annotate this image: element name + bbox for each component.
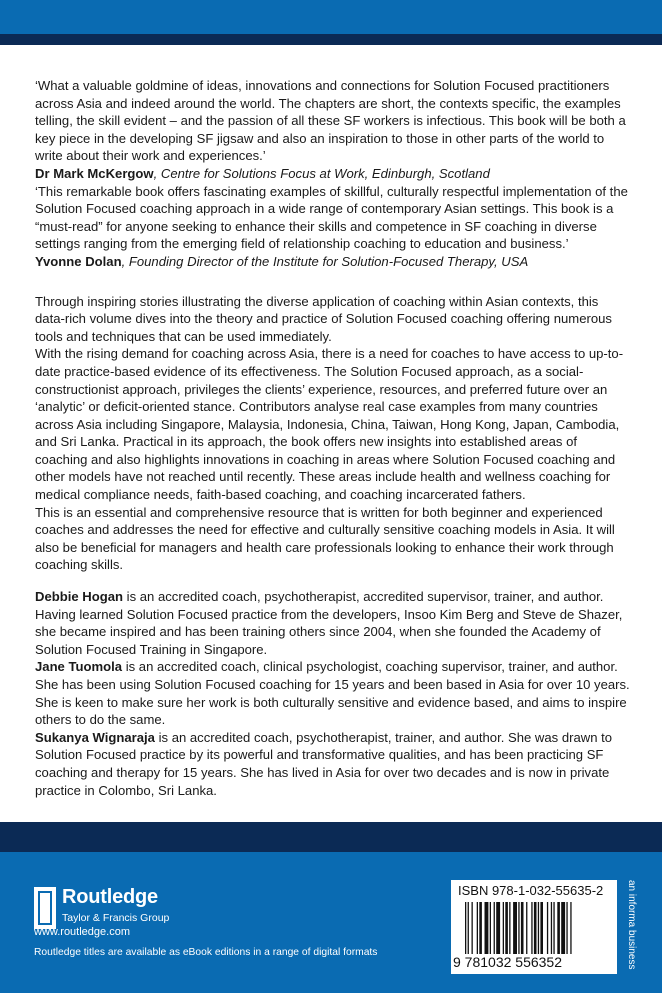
description-paragraph: With the rising demand for coaching across Asia, there is a need for coaches to have access to up-to-date practice-based evidence of its effectiveness. The Solution Focused approach, as a social-constructionist approach, privileges the clients’ experience, resources, and preferred future over an ‘analytic’ or deficit-oriented stance. Contributors analyse real case examples from many countries across Asia including Singapore, Malaysia, Indonesia, China, Taiwan, Hong Kong, Japan, Cambodia, and Sri Lanka. Practical in its approach, the book offers new insights into established areas of coaching and also highlights innovations in coaching in areas where Solution Focused coaching and other models have not reached until recently. These areas include health and wellness coaching for medical compliance needs, faith-based coaching, and coaching incarcerated fathers. <box>35 346 624 503</box>
author-name: Sukanya Wignaraja <box>35 729 155 745</box>
publisher-name: Routledge <box>62 886 158 908</box>
endorsement-quote <box>35 183 630 271</box>
quote-author: Yvonne Dolan <box>35 253 122 269</box>
quote-author: Dr Mark McKergow <box>35 165 154 181</box>
author-bio-text: is an accredited coach, psychotherapist, trainer, and author. She was drawn to Solution Focused practice by its powerful and transformative qualities, and has been practicing SF coaching and therapy for 15 years. She has lived in Asia for over two decades and is now in private practice in Colombo, Sri Lanka. <box>35 729 613 798</box>
top-navy-stripe <box>0 34 662 45</box>
back-cover-text <box>35 77 630 799</box>
bottom-navy-stripe <box>0 822 662 852</box>
routledge-logo-icon <box>34 887 56 929</box>
publisher-group: Taylor & Francis Group <box>62 912 170 924</box>
barcode-bars <box>465 902 609 954</box>
author-bio-text: is an accredited coach, psychotherapist, accredited supervisor, trainer, and author. Having learned Solution Focused practice from the developers, Insoo Kim Berg and Steve de Shazer, she became inspired and has been training others since 2004, when she founded the Academy of Solution Focused Training in Singapore. <box>35 589 623 657</box>
informa-text: an informa business <box>626 880 637 970</box>
description-paragraph: This is an essential and comprehensive resource that is written for both beginner and experienced coaches and addresses the need for effective and culturally sensitive coaching models in Asia. It will also be beneficial for managers and health care professionals looking to enhance their work through coaching skills. <box>35 504 615 573</box>
ebook-note: Routledge titles are available as eBook editions in a range of digital formats <box>34 947 378 958</box>
informa-tagline <box>626 880 640 974</box>
barcode-digits: 9 781032 556352 <box>453 954 562 970</box>
author-bio <box>35 658 630 728</box>
quote-attribution <box>35 253 630 271</box>
quote-attribution <box>35 165 630 183</box>
isbn-label: ISBN 978-1-032-55635-2 <box>458 883 604 898</box>
description-paragraph: Through inspiring stories illustrating the diverse application of coaching within Asian contexts, this data-rich volume dives into the theory and practice of Solution Focused coaching offering numerous tools and techniques that can be used immediately. <box>35 293 612 344</box>
author-bio <box>35 588 630 658</box>
quote-affiliation: , Centre for Solutions Focus at Work, Edinburgh, Scotland <box>153 165 490 181</box>
quote-text: ‘This remarkable book offers fascinating examples of skillful, culturally respectful implementation of the Solution Focused coaching approach in a wide range of contemporary Asian settings. This book is a “must-read” for anyone seeking to enhance their skills and competence in SF coaching in diverse settings ranging from the emerging field of relationship coaching to education and business.’ <box>35 183 628 252</box>
author-name: Jane Tuomola <box>35 659 123 675</box>
author-bio-text: is an accredited coach, clinical psychologist, coaching supervisor, trainer, and author. She has been using Solution Focused coaching for 15 years and been based in Asia for over 10 years. She is keen to make sure her work is both culturally sensitive and evidence based, and aims to inspire others to do the same. <box>35 659 630 728</box>
isbn-barcode <box>451 880 617 974</box>
endorsement-quote <box>35 77 630 183</box>
quote-affiliation: , Founding Director of the Institute for Solution-Focused Therapy, USA <box>121 253 529 269</box>
quote-text: ‘What a valuable goldmine of ideas, innovations and connections for Solution Focused practitioners across Asia and indeed around the world. The chapters are short, the contexts specific, the examples telling, the skill evident – and the passion of all these SF workers is infectious. This book will be both a key piece in the developing SF jigsaw and also an inspiration to those in other parts of the world to write about their work and experiences.’ <box>35 78 626 164</box>
author-name: Debbie Hogan <box>35 589 124 605</box>
author-bio <box>35 729 630 799</box>
publisher-url[interactable]: www.routledge.com <box>34 926 130 938</box>
